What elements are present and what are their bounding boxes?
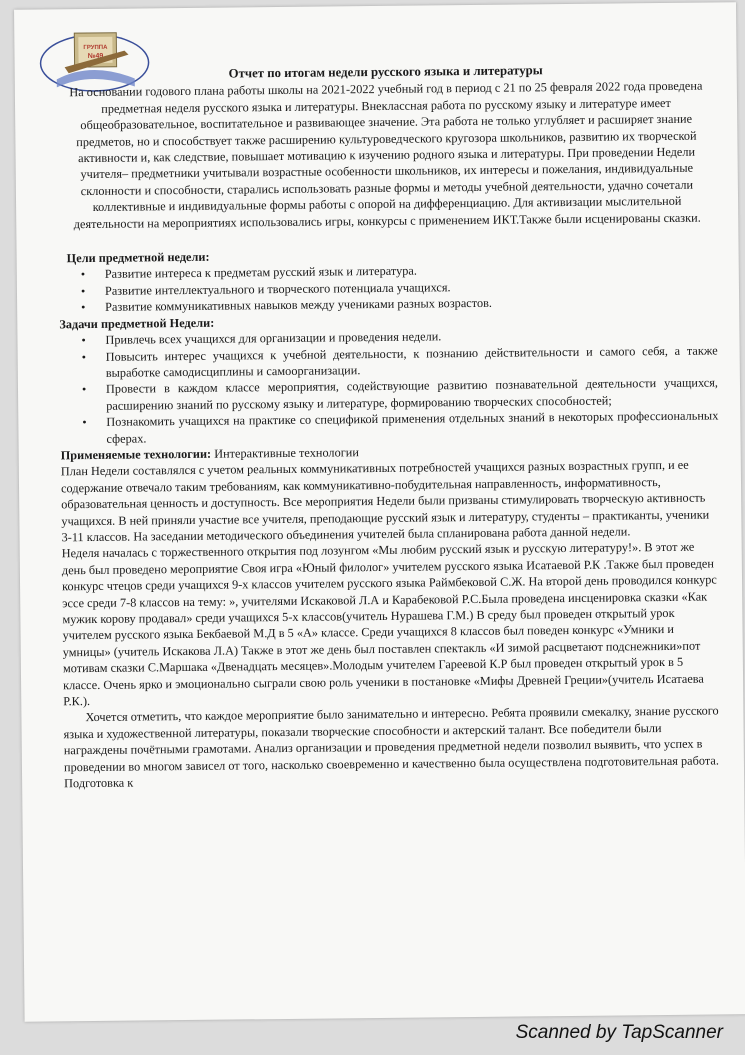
- goals-list: [59, 260, 717, 316]
- svg-text:ГРУППА: ГРУППА: [83, 44, 108, 52]
- tasks-list: [59, 326, 718, 448]
- conclusion-paragraph: Хочется отметить, что каждое мероприятие было занимательно и интересно. Ребята проявили смекалку, знание русского языка и художественной литературы, показали творческие способности и актерский талант. Все победители были награждены почётными грамотами. Анализ организации и проведения предметной недели позволил выявить, что успех в проведении во многом зависел от того, насколько своевременно и качественно была осуществлена подготовительная работа. Подготовка к: [63, 703, 719, 791]
- list-item: • Повысить интерес учащихся к учебной деятельности, к познанию действительности и самого себя, а также выработке самодисциплины и самоорганизации.: [106, 342, 718, 381]
- list-item: • Привлечь всех учащихся для организации и проведения недели.: [105, 326, 717, 349]
- list-item: • Развитие интеллектуального и творческого потенциала учащихся.: [105, 276, 717, 299]
- tasks-heading: Задачи предметной Недели:: [59, 315, 215, 332]
- report-title: Отчет по итогам недели русского языка и литературы: [228, 63, 543, 81]
- svg-text:№49: №49: [87, 52, 104, 61]
- goals-heading: Цели предметной недели:: [66, 249, 210, 266]
- technologies-value: Интерактивные технологии: [211, 445, 359, 461]
- list-item: • Провести в каждом классе мероприятия, содействующие развитию познавательной деятельности учащихся, расширению знаний по русскому языку и литературе, формированию творческих способностей;: [106, 375, 718, 414]
- scanner-watermark: Scanned by TapScanner: [515, 1022, 723, 1043]
- week-paragraph: Неделя началась с торжественного открытия под лозунгом «Мы любим русский язык и русскую литературу!». В этот же день был проведено мероприятие Своя игра «Юный филолог» учителем русского языка Исатаевой Р.К .Также был проведен конкурс чтецов среди учащихся 9-х классов учителем русского языка Раймбековой С.Ж. На второй день проводился конкурс эссе среди 7-8 классов на тему: », учителями Искаковой Л.А и Карабековой Р.С.Была проведена инсценировка сказки «Как мужик корову продавал» среди учащихся 5-х классов(учитель Нурашева Г.М.) В среду был проведен открытый урок учителем русского языка Бекбаевой М.Д в 5 «А» классе. Среди учащихся 8 классов был поведен конкурс «Умники и умницы» (учитель Искакова Л.А) Также в этот же день был поставлен спектакль «И зимой расцветают подснежники»пот мотивам сказки С.Маршака «Двенадцать месяцев».Молодым учителем Гареевой К.Р был проведен открытый урок в 5 классе. Очень ярко и эмоционально сыграли свою роль ученики в постановке «Мифы Древней Греции»(учитель Исатаева Р.К.).: [61, 540, 717, 709]
- list-item: • Развитие коммуникативных навыков между учениками разных возрастов.: [105, 293, 717, 316]
- document-page: [14, 2, 745, 1022]
- list-item: • Развитие интереса к предметам русский язык и литература.: [105, 260, 717, 283]
- plan-paragraph: План Недели составлялся с учетом реальных коммуникативных потребностей учащихся разных возрастных групп, и ее содержание отвечало таким требованиям, как коммуникативно-побудительная направленность, информативность, образовательная ценность и доступность. Все мероприятия Недели были призваны стимулировать творческую активность учащихся. В ней приняли участие все учителя, преподающие русский язык и литературу, студенты – практиканты, ученики 3-11 классов. На заседании методического объединения учителей была спланирована работа данной недели.: [60, 458, 710, 545]
- goals-section: [59, 243, 719, 447]
- report-body: [57, 60, 723, 791]
- technologies-label: Применяемые технологии:: [60, 446, 212, 463]
- list-item: • Познакомить учащихся на практике со спецификой применения отдельных знаний в некоторых профессиональных сферах.: [106, 408, 718, 447]
- intro-paragraph: На основании годового плана работы школы на 2021-2022 учебный год в период с 21 по 25 февраля 2022 года проведена предметная неделя русского языка и литературы. Внеклассная работа по русскому языку и литературе имеет общеобразовательное, воспитательное и развивающее значение. Эта работа не только углубляет и расширяет знание предметов, но и способствует также расширению культуроведческого кругозора школьников, развитию их творческой активности и, как следствие, повышает мотивацию к изучению родного языка и литературы. При проведении Недели учителя– предметники учитывали возрастные особенности школьников, их интересы и пожелания, индивидуальные склонности и способности, старались использовать разные формы и методы учебной деятельности, удачно сочетали коллективные и индивидуальные формы работы с опорой на дифференциацию. Для активизации мыслительной деятельности на мероприятиях использовались игры, конкурсы с применением ИКТ.Также были исценированы сказки.: [69, 78, 703, 231]
